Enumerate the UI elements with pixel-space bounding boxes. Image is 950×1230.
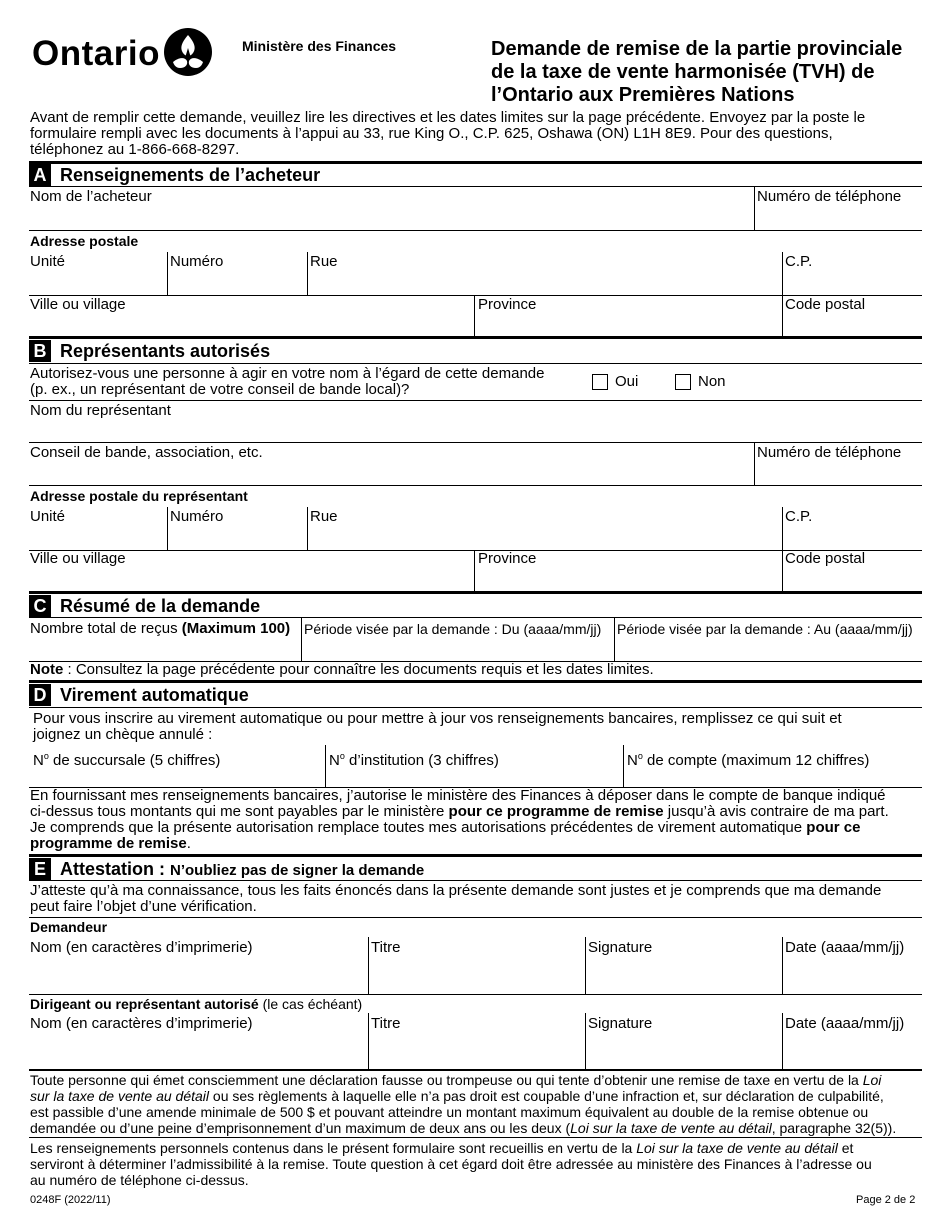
section-b-title: Représentants autorisés bbox=[60, 341, 271, 361]
note-body: : Consultez la page précédente pour connaître les documents requis et les dates limites. bbox=[63, 661, 654, 678]
authorize-question-line2: (p. ex., un représentant de votre conseil de bande local)? bbox=[30, 381, 410, 398]
period-to-field[interactable] bbox=[617, 638, 920, 660]
note-label: Note bbox=[30, 661, 64, 678]
po-box-field[interactable] bbox=[785, 272, 920, 294]
rep-address-label: Adresse postale du représentant bbox=[30, 488, 248, 504]
auth-line3: Je comprends que la présente autorisation remplace toutes mes autorisations précédentes de virement automatique pour ce bbox=[30, 819, 861, 836]
city-field[interactable] bbox=[30, 314, 470, 336]
period-from-label: Période visée par la demande : Du (aaaa/mm/jj) bbox=[304, 621, 602, 637]
officer-name-label: Nom (en caractères d’imprimerie) bbox=[30, 1015, 253, 1032]
rep-city-label: Ville ou village bbox=[30, 550, 126, 567]
street-label: Rue bbox=[310, 253, 338, 270]
postal-code-field[interactable] bbox=[785, 314, 920, 336]
section-a-letter: A bbox=[29, 164, 51, 186]
deposit-intro-line2: joignez un chèque annulé : bbox=[33, 726, 213, 743]
auth-line4: programme de remise. bbox=[30, 835, 191, 852]
rep-city-field[interactable] bbox=[30, 569, 470, 591]
institution-no-field[interactable] bbox=[329, 766, 619, 786]
officer-title-field[interactable] bbox=[371, 1034, 581, 1069]
buyer-phone-label: Numéro de téléphone bbox=[757, 188, 902, 205]
form-title-line3: l’Ontario aux Premières Nations bbox=[491, 84, 795, 106]
auth-line2: ci-dessus tous montants qui me sont payables par le ministère pour ce programme de remise jusqu’à avis contraire de ma part. bbox=[30, 803, 889, 820]
section-b-bar bbox=[29, 336, 922, 339]
account-no-label: $N^o$ de compte (maximum 12 chiffres) bbox=[627, 751, 870, 769]
officer-name-field[interactable] bbox=[30, 1034, 364, 1069]
rep-number-label: Numéro bbox=[170, 508, 224, 525]
section-e-bar bbox=[29, 854, 922, 857]
section-e-title bbox=[60, 858, 424, 882]
warning-line4: demandée ou d’une peine d’emprisonnement d’un maximum de deux ans ou les deux (Loi sur la taxe de vente au détail, paragraphe 32(5)). bbox=[30, 1120, 897, 1136]
buyer-name-label: Nom de l’acheteur bbox=[30, 188, 152, 205]
no-checkbox[interactable] bbox=[675, 374, 691, 390]
band-council-label: Conseil de bande, association, etc. bbox=[30, 444, 263, 461]
page-number: Page 2 de 2 bbox=[856, 1194, 916, 1206]
unit-field[interactable] bbox=[30, 272, 165, 294]
ontario-wordmark: Ontario bbox=[32, 34, 160, 73]
warning-line1: Toute personne qui émet consciemment une déclaration fausse ou trompeuse ou qui tente d’obtenir une remise de taxe en vertu de la Loi bbox=[30, 1072, 882, 1088]
form-title-line2: de la taxe de vente harmonisée (TVH) de bbox=[491, 61, 875, 83]
section-a-title: Renseignements de l’acheteur bbox=[60, 165, 321, 185]
no-label: Non bbox=[698, 373, 726, 390]
section-c-title: Résumé de la demande bbox=[60, 596, 261, 616]
officer-date-label: Date (aaaa/mm/jj) bbox=[785, 1015, 905, 1032]
officer-title-label: Titre bbox=[371, 1015, 401, 1032]
form-title-line1: Demande de remise de la partie provinciale bbox=[491, 38, 903, 60]
rep-name-label: Nom du représentant bbox=[30, 402, 171, 419]
mailing-address-label: Adresse postale bbox=[30, 233, 139, 249]
ontario-trillium-logo-icon bbox=[163, 27, 213, 77]
attest-line1: J’atteste qu’à ma connaissance, tous les faits énoncés dans la présente demande sont justes et je comprends que ma demande bbox=[30, 882, 882, 899]
section-c-letter: C bbox=[29, 595, 51, 617]
institution-no-label: $N^o$ d’institution (3 chiffres) bbox=[329, 751, 499, 769]
city-label: Ville ou village bbox=[30, 296, 126, 313]
rep-postal-code-label: Code postal bbox=[785, 550, 866, 567]
intro-line1: Avant de remplir cette demande, veuillez lire les directives et les dates limites sur la page précédente. Envoyez par la poste le bbox=[30, 109, 866, 126]
rep-name-field[interactable] bbox=[30, 420, 920, 442]
total-receipts-label bbox=[30, 621, 290, 637]
officer-signature-field[interactable] bbox=[588, 1034, 778, 1069]
privacy-line1: Les renseignements personnels contenus dans le présent formulaire sont recueillis en vertu de la Loi sur la taxe de vente au détail et bbox=[30, 1140, 854, 1156]
warning-line3: est passible d’une amende minimale de 500 $ et pouvant atteindre un montant maximum équivalent au double de la remise obtenue ou bbox=[30, 1104, 869, 1120]
deposit-intro-line1: Pour vous inscrire au virement automatique ou pour mettre à jour vos renseignements bancaires, remplissez ce qui suit et bbox=[33, 710, 842, 727]
authorize-question-line1: Autorisez-vous une personne à agir en votre nom à l’égard de cette demande bbox=[30, 365, 545, 382]
note-text bbox=[30, 662, 654, 678]
rep-province-field[interactable] bbox=[478, 569, 778, 591]
rep-phone-field[interactable] bbox=[757, 462, 921, 484]
applicant-title-label: Titre bbox=[371, 939, 401, 956]
section-b-letter: B bbox=[29, 340, 51, 362]
street-field[interactable] bbox=[310, 272, 780, 294]
postal-code-label: Code postal bbox=[785, 296, 866, 313]
rep-po-box-label: C.P. bbox=[785, 508, 813, 525]
intro-line2: formulaire rempli avec les documents à l’appui au 33, rue King O., C.P. 625, Oshawa (ON) L1H 8E9. Pour des questions, bbox=[30, 125, 833, 142]
applicant-signature-label: Signature bbox=[588, 939, 653, 956]
rep-phone-label: Numéro de téléphone bbox=[757, 444, 902, 461]
yes-checkbox[interactable] bbox=[592, 374, 608, 390]
period-from-field[interactable] bbox=[304, 638, 610, 660]
applicant-date-field[interactable] bbox=[785, 958, 920, 993]
rep-street-field[interactable] bbox=[310, 527, 780, 549]
unit-label: Unité bbox=[30, 253, 66, 270]
applicant-title-field[interactable] bbox=[371, 958, 581, 993]
rep-postal-code-field[interactable] bbox=[785, 569, 920, 591]
privacy-line3: au numéro de téléphone ci-dessus. bbox=[30, 1172, 249, 1188]
branch-no-label: $N^o$ de succursale (5 chiffres) bbox=[33, 751, 221, 769]
rep-unit-field[interactable] bbox=[30, 527, 165, 549]
province-field[interactable] bbox=[478, 314, 778, 336]
ministry-name: Ministère des Finances bbox=[242, 38, 397, 54]
officer-signature-label: Signature bbox=[588, 1015, 653, 1032]
applicant-date-label: Date (aaaa/mm/jj) bbox=[785, 939, 905, 956]
officer-label: Dirigeant ou représentant autorisé (le cas échéant) bbox=[30, 996, 363, 1012]
auth-line1: En fournissant mes renseignements bancaires, j’autorise le ministère des Finances à déposer dans le compte de banque indiqué bbox=[30, 787, 886, 804]
attestation-subtitle: N’oubliez pas de signer la demande bbox=[170, 862, 425, 879]
applicant-name-field[interactable] bbox=[30, 958, 364, 993]
branch-no-field[interactable] bbox=[33, 766, 321, 786]
section-d-letter: D bbox=[29, 684, 51, 706]
po-box-label: C.P. bbox=[785, 253, 813, 270]
warning-line2: sur la taxe de vente au détail ou ses règlements à laquelle elle n’a pas droit est coupable d’une infraction et, sur déclaration de culpabilité, bbox=[30, 1088, 884, 1104]
privacy-line2: serviront à déterminer l’admissibilité à la remise. Toute question à cet égard doit être adressée au ministère des Finances à l’adresse ou bbox=[30, 1156, 872, 1172]
form-code: 0248F (2022/11) bbox=[30, 1194, 111, 1206]
yes-label: Oui bbox=[615, 373, 639, 390]
section-d-title: Virement automatique bbox=[60, 685, 249, 705]
rep-street-label: Rue bbox=[310, 508, 338, 525]
officer-date-field[interactable] bbox=[785, 1034, 920, 1069]
total-receipts-text: Nombre total de reçus bbox=[30, 620, 178, 637]
section-e-letter: E bbox=[29, 858, 51, 880]
rep-province-label: Province bbox=[478, 550, 537, 567]
applicant-signature-field[interactable] bbox=[588, 958, 778, 993]
section-c-bar bbox=[29, 591, 922, 594]
attest-line2: peut faire l’objet d’une vérification. bbox=[30, 898, 257, 915]
buyer-name-field[interactable] bbox=[30, 206, 750, 230]
intro-line3: téléphonez au 1-866-668-8297. bbox=[30, 141, 240, 158]
rep-unit-label: Unité bbox=[30, 508, 66, 525]
total-receipts-field[interactable] bbox=[30, 638, 298, 660]
band-council-field[interactable] bbox=[30, 462, 750, 484]
rep-po-box-field[interactable] bbox=[785, 527, 920, 549]
province-label: Province bbox=[478, 296, 537, 313]
section-d-bar bbox=[29, 680, 922, 683]
attestation-title: Attestation : bbox=[60, 859, 165, 879]
total-receipts-max: (Maximum 100) bbox=[181, 620, 291, 637]
applicant-label: Demandeur bbox=[30, 919, 108, 935]
buyer-phone-field[interactable] bbox=[757, 206, 921, 230]
number-field[interactable] bbox=[170, 272, 305, 294]
period-to-label: Période visée par la demande : Au (aaaa/mm/jj) bbox=[617, 621, 913, 637]
rep-number-field[interactable] bbox=[170, 527, 305, 549]
number-label: Numéro bbox=[170, 253, 224, 270]
applicant-name-label: Nom (en caractères d’imprimerie) bbox=[30, 939, 253, 956]
account-no-field[interactable] bbox=[627, 766, 920, 786]
